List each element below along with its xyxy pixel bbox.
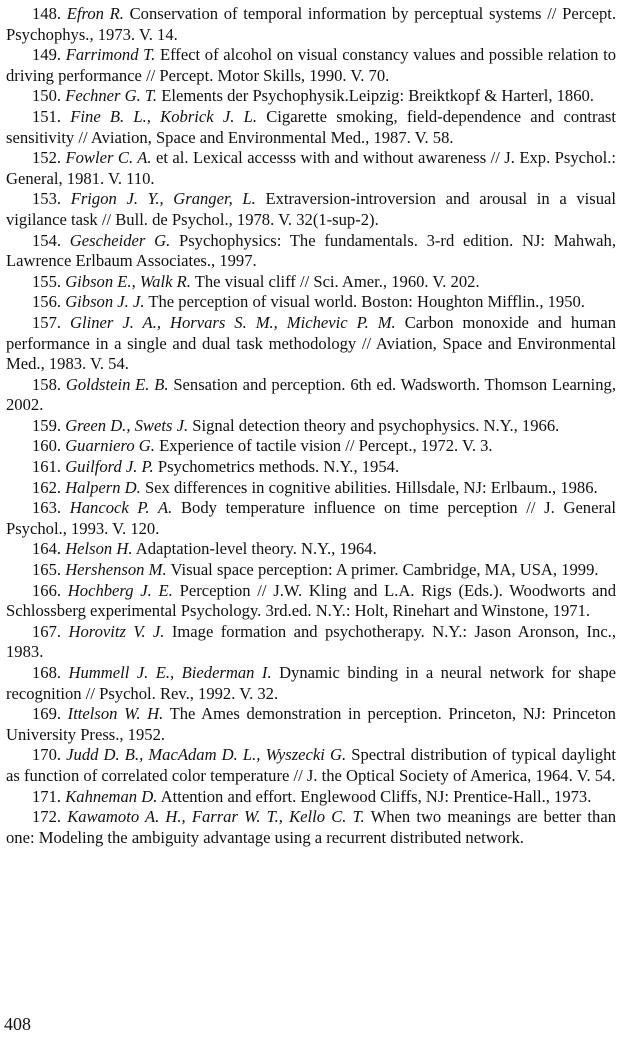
reference-entry: [6, 539, 616, 560]
reference-number: 149.: [32, 45, 62, 65]
reference-authors: Gibson E., Walk R.: [65, 271, 191, 291]
reference-text: Experience of tactile vision // Percept., 1972. V. 3.: [159, 436, 493, 456]
reference-entry: [6, 560, 616, 581]
reference-list: [6, 4, 616, 848]
reference-number: 168.: [32, 663, 62, 682]
reference-entry: [6, 416, 616, 437]
reference-text: Visual space perception: A primer. Cambridge, MA, USA, 1999.: [170, 560, 599, 580]
reference-number: 172.: [32, 807, 62, 827]
reference-entry: [6, 663, 616, 704]
reference-entry: [6, 498, 616, 539]
reference-entry: [6, 457, 616, 478]
reference-authors: Gliner J. A., Horvars S. M., Michevic P. M.: [70, 312, 396, 332]
reference-entry: [6, 148, 616, 189]
reference-number: 152.: [32, 148, 62, 168]
reference-authors: Halpern D.: [65, 477, 141, 497]
reference-text: Attention and effort. Englewood Cliffs, NJ: Prentice-Hall., 1973.: [160, 786, 592, 806]
reference-number: 167.: [32, 621, 62, 641]
reference-authors: Helson H.: [65, 539, 133, 559]
reference-entry: [6, 86, 616, 107]
reference-text: Body temperature influence on time perception // J. General Psychol., 1993. V. 120.: [6, 498, 616, 538]
reference-entry: [6, 107, 616, 148]
reference-text: Cigarette smoking, field-dependence and contrast sensitivity // Aviation, Space and Environmental Med., 1987. V. 58.: [6, 106, 617, 147]
reference-number: 154.: [32, 230, 62, 250]
reference-number: 158.: [32, 374, 62, 394]
reference-entry: [6, 478, 616, 499]
reference-entry: [6, 704, 616, 745]
reference-number: 153.: [32, 189, 62, 209]
reference-entry: [6, 45, 616, 86]
reference-authors: Goldstein E. B.: [65, 374, 169, 394]
reference-authors: Guarniero G.: [65, 436, 155, 456]
reference-text: The Ames demonstration in perception. Princeton, NJ: Princeton University Press., 1952.: [6, 704, 616, 744]
reference-entry: [6, 807, 616, 848]
reference-entry: [6, 272, 616, 293]
reference-authors: Ittelson W. H.: [67, 704, 164, 724]
reference-authors: Kahneman D.: [65, 786, 158, 806]
reference-text: When two meanings are better than one: Modeling the ambiguity advantage using a recurrent distributed network.: [6, 807, 616, 847]
reference-entry: [6, 189, 616, 230]
reference-number: 156.: [32, 292, 62, 312]
reference-number: 155.: [32, 271, 62, 291]
reference-text: Elements der Psychophysik.Leipzig: Breiktkopf & Harterl, 1860.: [161, 86, 594, 106]
reference-number: 151.: [32, 106, 62, 126]
reference-authors: Green D., Swets J.: [65, 415, 189, 435]
reference-text: Perception // J.W. Kling and L.A. Rigs (Eds.). Woodworts and Schlossberg experimental Psychology. 3rd.ed. N.Y.: Holt, Rinehart and Winstone, 1971.: [6, 580, 616, 621]
reference-number: 162.: [32, 477, 62, 497]
reference-entry: [6, 292, 616, 313]
reference-number: 159.: [32, 415, 62, 435]
reference-authors: Gibson J. J.: [65, 292, 145, 312]
reference-authors: Hummell J. E., Biederman I.: [68, 663, 272, 682]
reference-text: Effect of alcohol on visual constancy values and possible relation to driving performance // Percept. Motor Skills, 1990. V. 70.: [6, 45, 616, 85]
reference-authors: Hershenson M.: [65, 560, 167, 580]
reference-text: The perception of visual world. Boston: Houghton Mifflin., 1950.: [148, 292, 585, 312]
reference-text: The visual cliff // Sci. Amer., 1960. V. 202.: [194, 271, 480, 291]
reference-entry: [6, 4, 616, 45]
reference-number: 165.: [32, 560, 62, 580]
reference-number: 169.: [32, 704, 62, 724]
reference-entry: [6, 787, 616, 808]
page-number: 408: [4, 1014, 31, 1034]
reference-authors: Gescheider G.: [69, 230, 171, 250]
reference-number: 157.: [32, 312, 62, 332]
reference-authors: Guilford J. P.: [65, 457, 154, 477]
reference-number: 166.: [32, 580, 62, 600]
reference-text: Carbon monoxide and human performance in a single and dual task methodology // Aviation, Space and Environmental Med., 1983. V. 54.: [6, 312, 616, 374]
reference-entry: [6, 436, 616, 457]
reference-authors: Hochberg J. E.: [67, 580, 173, 600]
reference-number: 148.: [32, 4, 62, 23]
reference-entry: [6, 622, 616, 663]
reference-authors: Hancock P. A.: [69, 498, 173, 518]
reference-authors: Farrimond T.: [65, 45, 156, 65]
reference-text: Spectral distribution of typical daylight as function of correlated color temperature // J. the Optical Society of America, 1964. V. 54.: [6, 745, 616, 785]
reference-entry: [6, 581, 616, 622]
reference-entry: [6, 375, 616, 416]
reference-authors: Frigon J. Y., Granger, L.: [70, 189, 256, 209]
reference-number: 163.: [32, 498, 62, 518]
reference-authors: Horovitz V. J.: [68, 621, 165, 641]
reference-text: Sex differences in cognitive abilities. Hillsdale, NJ: Erlbaum., 1986.: [144, 477, 598, 497]
reference-number: 160.: [32, 436, 62, 456]
reference-number: 161.: [32, 457, 62, 477]
reference-text: Image formation and psychotherapy. N.Y.: Jason Aronson, Inc., 1983.: [6, 621, 616, 662]
reference-authors: Judd D. B., MacAdam D. L., Wyszecki G.: [66, 745, 347, 765]
reference-number: 164.: [32, 539, 62, 559]
reference-text: Dynamic binding in a neural network for shape recognition // Psychol. Rev., 1992. V. 32.: [6, 663, 617, 703]
reference-authors: Fowler C. A.: [65, 148, 152, 168]
reference-text: Conservation of temporal information by perceptual systems // Percept. Psychophys., 1973. V. 14.: [6, 4, 617, 44]
reference-authors: Efron R.: [66, 4, 124, 23]
reference-number: 150.: [32, 86, 62, 106]
reference-text: et al. Lexical accesss with and without awareness // J. Exp. Psychol.: General, 1981. V. 110.: [6, 148, 616, 188]
reference-entry: [6, 313, 616, 375]
reference-text: Extraversion-introversion and arousal in a visual vigilance task // Bull. de Psychol., 1978. V. 32(1-sup-2).: [6, 189, 616, 229]
reference-entry: [6, 745, 616, 786]
reference-authors: Fine B. L., Kobrick J. L.: [70, 106, 257, 126]
reference-number: 170.: [32, 745, 62, 765]
reference-number: 171.: [32, 786, 62, 806]
reference-authors: Fechner G. T.: [65, 86, 158, 106]
reference-text: Adaptation-level theory. N.Y., 1964.: [135, 539, 377, 559]
reference-entry: [6, 231, 616, 272]
reference-text: Sensation and perception. 6th ed. Wadsworth. Thomson Learning, 2002.: [6, 374, 616, 415]
reference-text: Psychophysics: The fundamentals. 3-rd edition. NJ: Mahwah, Lawrence Erlbaum Associates., 1997.: [6, 230, 616, 271]
reference-text: Psychometrics methods. N.Y., 1954.: [157, 457, 400, 477]
reference-text: Signal detection theory and psychophysics. N.Y., 1966.: [192, 415, 560, 435]
reference-authors: Kawamoto A. H., Farrar W. T., Kello C. T.: [67, 807, 365, 827]
